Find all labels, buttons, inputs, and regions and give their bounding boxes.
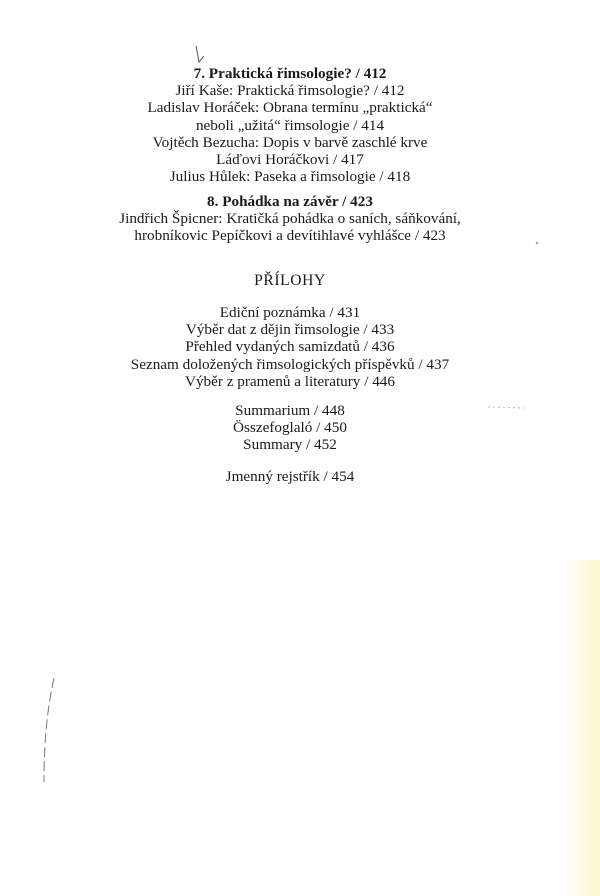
- pencil-tick-mark: [192, 44, 206, 66]
- pencil-stroke-mark: [38, 676, 58, 786]
- toc-entry: hrobníkovic Pepíčkovi a devítihlavé vyhlášce / 423: [134, 227, 446, 245]
- page-edge-discoloration: [560, 560, 600, 896]
- toc-entry: Összefoglaló / 450: [233, 419, 347, 437]
- toc-entry: Vojtěch Bezucha: Dopis v barvě zaschlé krve: [152, 133, 428, 151]
- toc-entry: Jiří Kaše: Praktická řimsologie? / 412: [175, 82, 405, 100]
- toc-entry: Ediční poznámka / 431: [219, 304, 361, 321]
- section-8-heading: 8. Pohádka na závěr / 423: [207, 193, 373, 210]
- toc-entry: Summarium / 448: [235, 402, 345, 419]
- section-8: [80, 193, 500, 245]
- section-7: [80, 65, 500, 185]
- prilohy-group-2: [80, 402, 500, 454]
- prilohy-title-text: PŘÍLOHY: [254, 272, 326, 289]
- toc-entry: Ladislav Horáček: Obrana termínu „praktická“: [147, 99, 433, 117]
- toc-entry: Summary / 452: [243, 436, 337, 454]
- ink-speck: [534, 240, 540, 246]
- toc-entry: Výběr z pramenů a literatury / 446: [184, 372, 395, 390]
- toc-entry: Jmenný rejstřík / 454: [225, 468, 355, 485]
- toc-entry: Láďovi Horáčkovi / 417: [216, 151, 364, 169]
- prilohy-group-1: [80, 304, 500, 390]
- toc-entry: Výběr dat z dějin řimsologie / 433: [185, 321, 395, 339]
- toc-entry: Julius Hůlek: Paseka a řimsologie / 418: [169, 168, 411, 186]
- toc-entry: Jindřich Špicner: Kratičká pohádka o saních, sáňkování,: [119, 210, 461, 228]
- section-7-heading: 7. Praktická řimsologie? / 412: [193, 65, 387, 82]
- toc-entry: Seznam doložených řimsologických příspěvků / 437: [130, 355, 450, 373]
- toc-entry: neboli „užitá“ řimsologie / 414: [195, 116, 385, 134]
- prilohy-index: [80, 468, 500, 485]
- toc-entry: Přehled vydaných samizdatů / 436: [185, 338, 395, 356]
- prilohy-title: [80, 272, 500, 289]
